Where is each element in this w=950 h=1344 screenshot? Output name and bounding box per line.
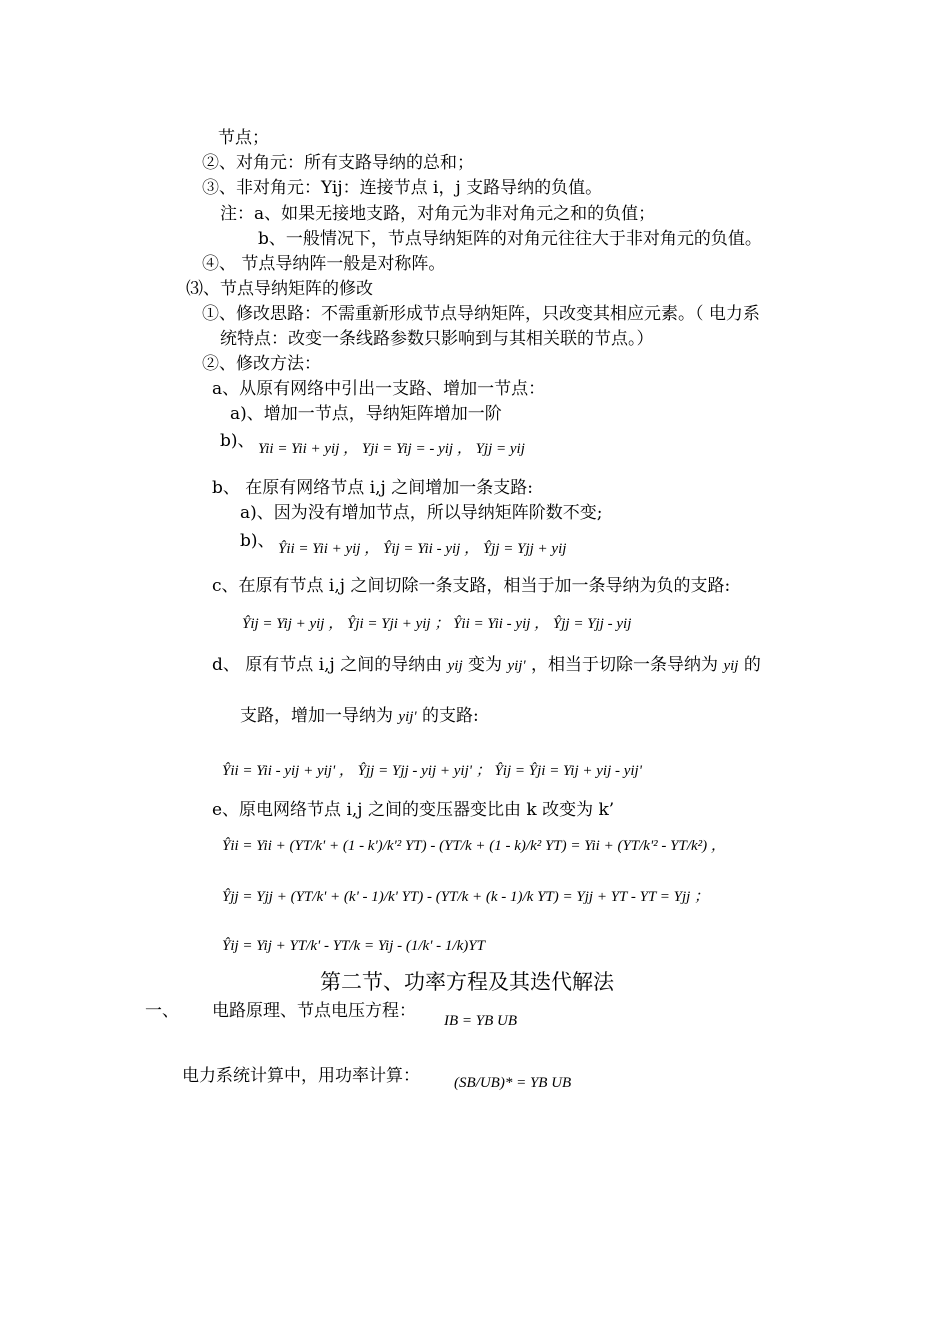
part-one-text: 电路原理、节点电压方程： [212,1001,416,1021]
formula-a-b: Yii = Yii + yij ， Yji = Yij = - yij ， Yjj = yij [258,441,525,457]
item-d-cont-text-1: 支路，增加一导纳为 [240,706,393,726]
power-calc-text: 电力系统计算中，用功率计算： [182,1066,420,1086]
line-note-a: 注：a、如果无接地支路，对角元为非对角元之和的负值； [220,204,656,224]
line-modify-idea-cont: 统特点：改变一条线路参数只影响到与其相关联的节点。） [220,329,654,349]
item-d-heading [212,654,761,677]
line-offdiagonal-element: ③、非对角元：Yij：连接节点 i，j 支路导纳的负值。 [202,178,603,198]
item-d-cont-text-2: 的支路: [422,706,479,726]
item-a-heading: a、从原有网络中引出一支路、增加一节点： [212,379,546,399]
item-b-heading: b、 在原有网络节点 i,j 之间增加一条支路: [212,478,533,498]
line-symmetric: ④、 节点导纳阵一般是对称阵。 [202,254,446,274]
item-d-var-3: yij [723,658,739,674]
line-diagonal-element: ②、对角元：所有支路导纳的总和； [202,153,474,173]
section-title: 第二节、功率方程及其迭代解法 [320,970,614,994]
line-modify-method: ②、修改方法： [202,354,321,374]
formula-e-2: Ŷjj = Yjj + (YT/k' + (k' - 1)/k' YT) - (YT/k + (k - 1)/k YT) = Yjj + YT - YT = Yjj ； [222,889,710,905]
part-one-number: 一、 [145,1001,179,1021]
item-d-var-2: yij' [507,658,526,674]
formula-c: Ŷij = Yij + yij ， Ŷji = Yji + yij ； Ŷii = Yii - yij ， Ŷjj = Yjj - yij [242,616,632,632]
line-note-b: b、一般情况下，节点导纳矩阵的对角元往往大于非对角元的负值。 [258,229,762,249]
item-e-heading: e、原电网络节点 i,j 之间的变压器变比由 k 改变为 k’ [212,800,615,820]
item-a-a: a)、增加一节点，导纳矩阵增加一阶 [230,404,502,424]
line-node-cont: 节点； [218,128,269,148]
item-d-text-2: 变为 [468,655,503,675]
item-d-cont-var: yij' [398,709,417,725]
item-d-cont [240,705,479,728]
item-b-a: a)、因为没有增加节点，所以导纳矩阵阶数不变; [240,503,603,523]
formula-node-voltage: IB = YB UB [444,1013,518,1029]
line-modify-idea: ①、修改思路：不需重新形成节点导纳矩阵，只改变其相应元素。（ 电力系 [202,304,760,324]
formula-e-3: Ŷij = Yij + YT/k' - YT/k = Yij - (1/k' - 1/k)YT [222,938,485,954]
formula-power: (SB/UB)* = YB UB [454,1075,572,1091]
formula-b-b: Ŷii = Yii + yij ， Ŷij = Yii - yij ， Ŷjj = Yjj + yij [278,541,567,557]
item-c-heading: c、在原有节点 i,j 之间切除一条支路，相当于加一条导纳为负的支路: [212,576,731,596]
formula-e-1: Ŷii = Yii + (YT/k' + (1 - k')/k'² YT) - (YT/k + (1 - k)/k² YT) = Yii + (YT/k'² - YT/k²) ， [222,838,726,854]
item-d-text-1: d、 原有节点 i,j 之间的导纳由 [212,655,443,675]
item-b-b-label: b)、 [240,531,275,551]
item-d-var-1: yij [447,658,463,674]
item-d-text-3: ，相当于切除一条导纳为 [531,655,719,675]
item-d-text-4: 的 [743,655,761,675]
section-heading-modify: ⑶、节点导纳矩阵的修改 [186,279,373,299]
formula-d: Ŷii = Yii - yij + yij' ， Ŷjj = Yjj - yij + yij' ； Ŷij = Ŷji = Yij + yij - yij' [222,763,642,779]
item-a-b-label: b)、 [220,431,255,451]
